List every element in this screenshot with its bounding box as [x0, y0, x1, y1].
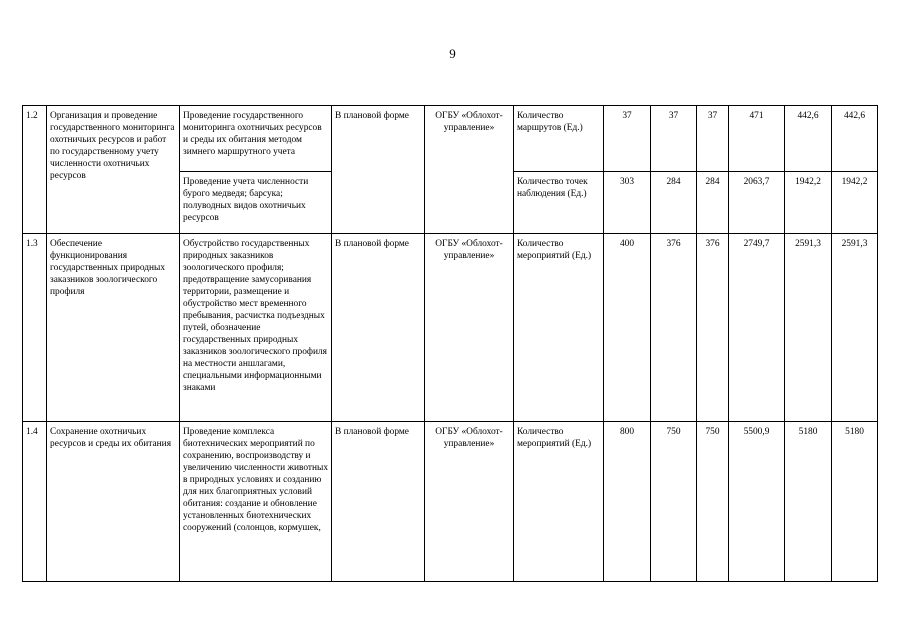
- value-cell: 284: [697, 172, 729, 234]
- value-cell: 37: [697, 106, 729, 172]
- indicator-cell: Количество маршрутов (Ед.): [514, 106, 604, 172]
- activities-table: [22, 105, 878, 582]
- activity-description: Проведение комплекса биотехнических мероприятий по сохранению, воспроизводству и увеличению численности животных в природных условиях и созданию для них благоприятных условий обитания: создание и обновление установленных биотехнических сооружений (солонцов, кормушек,: [180, 422, 332, 582]
- value-cell: 471: [729, 106, 785, 172]
- form-cell: В плановой форме: [332, 422, 425, 582]
- row-number: 1.4: [23, 422, 47, 582]
- task-name: Организация и проведение государственного мониторинга охотничьих ресурсов и работ по государственному учету численности охотничьих ресурсов: [47, 106, 180, 234]
- value-cell: 376: [651, 234, 697, 422]
- value-cell: 5500,9: [729, 422, 785, 582]
- organization-cell: ОГБУ «Облохот-управление»: [425, 422, 514, 582]
- form-cell: В плановой форме: [332, 106, 425, 234]
- task-name: Обеспечение функционирования государственных природных заказников зоологического профиля: [47, 234, 180, 422]
- table-row: [23, 106, 878, 172]
- activity-description: Проведение учета численности бурого медведя; барсука; полуводных видов охотничьих ресурсов: [180, 172, 332, 234]
- organization-cell: ОГБУ «Облохот-управление»: [425, 234, 514, 422]
- table-row: [23, 422, 878, 582]
- form-cell: В плановой форме: [332, 234, 425, 422]
- task-name: Сохранение охотничьих ресурсов и среды их обитания: [47, 422, 180, 582]
- value-cell: 2591,3: [785, 234, 832, 422]
- activity-description: Обустройство государственных природных заказников зоологического профиля; предотвращение замусоривания территории, размещение и обустройство мест временного пребывания, расчистка подъездных путей, обозначение государственных природных заказников зоологического профиля на местности аншлагами, специальными информационными знаками: [180, 234, 332, 422]
- row-number: 1.2: [23, 106, 47, 234]
- value-cell: 303: [604, 172, 651, 234]
- value-cell: 442,6: [832, 106, 878, 172]
- value-cell: 376: [697, 234, 729, 422]
- table-row: [23, 234, 878, 422]
- value-cell: 5180: [785, 422, 832, 582]
- row-number: 1.3: [23, 234, 47, 422]
- value-cell: 2749,7: [729, 234, 785, 422]
- value-cell: 5180: [832, 422, 878, 582]
- value-cell: 37: [651, 106, 697, 172]
- value-cell: 1942,2: [785, 172, 832, 234]
- value-cell: 37: [604, 106, 651, 172]
- page-number: 9: [449, 46, 456, 61]
- indicator-cell: Количество мероприятий (Ед.): [514, 234, 604, 422]
- indicator-cell: Количество мероприятий (Ед.): [514, 422, 604, 582]
- value-cell: 400: [604, 234, 651, 422]
- value-cell: 442,6: [785, 106, 832, 172]
- organization-cell: ОГБУ «Облохот-управление»: [425, 106, 514, 234]
- value-cell: 750: [697, 422, 729, 582]
- value-cell: 2063,7: [729, 172, 785, 234]
- activity-description: Проведение государственного мониторинга охотничьих ресурсов и среды их обитания методом зимнего маршрутного учета: [180, 106, 332, 172]
- value-cell: 800: [604, 422, 651, 582]
- value-cell: 284: [651, 172, 697, 234]
- value-cell: 1942,2: [832, 172, 878, 234]
- indicator-cell: Количество точек наблюдения (Ед.): [514, 172, 604, 234]
- value-cell: 750: [651, 422, 697, 582]
- value-cell: 2591,3: [832, 234, 878, 422]
